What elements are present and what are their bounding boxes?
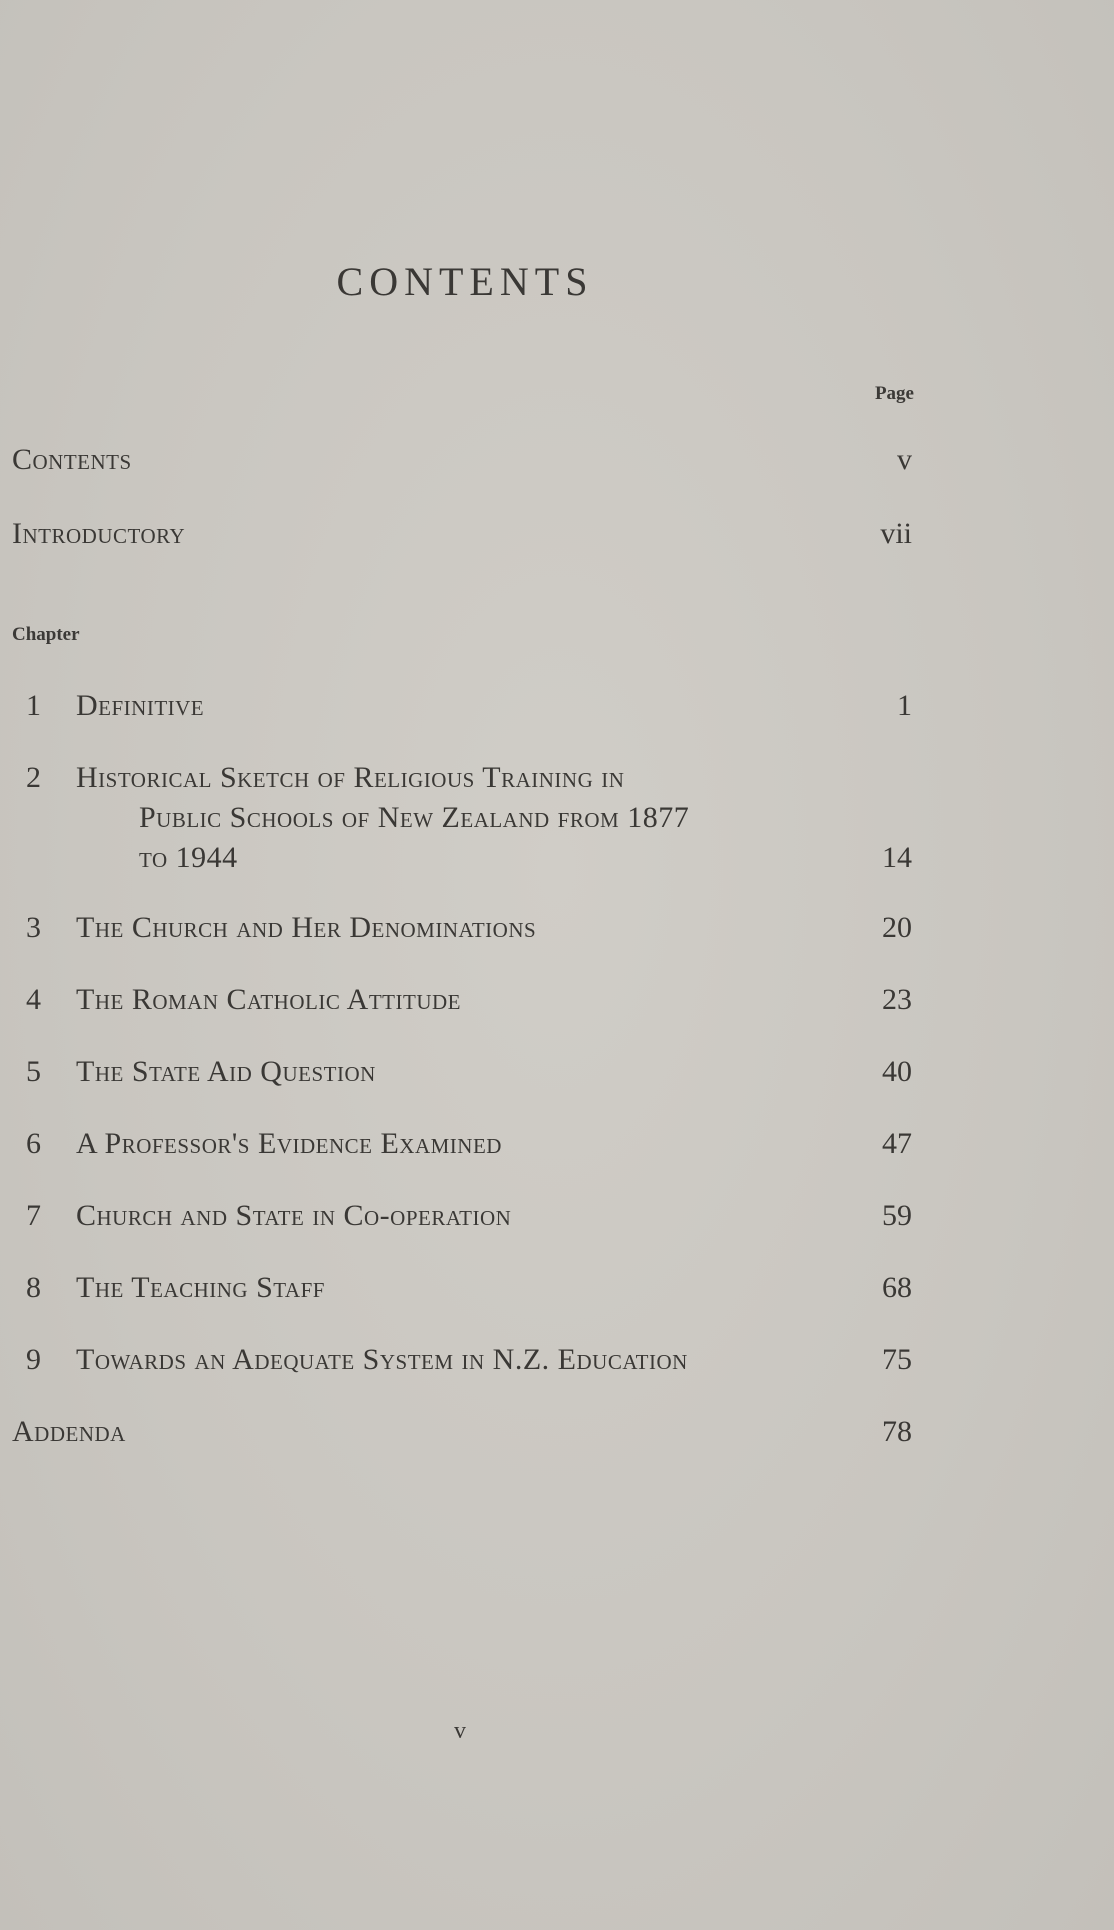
chapter-title: The State Aid Question <box>76 1055 376 1088</box>
chapter-title-line: to 1944 <box>139 841 238 874</box>
toc-entry-label: Introductory <box>12 517 186 550</box>
chapter-title: Definitive <box>76 689 205 722</box>
chapter-number: 9 <box>26 1343 41 1376</box>
toc-entry-page: v <box>897 443 912 476</box>
chapter-title: The Church and Her Denominations <box>76 911 537 944</box>
toc-entry-page: vii <box>880 517 912 550</box>
chapter-title: A Professor's Evidence Examined <box>76 1127 502 1160</box>
chapter-page: 1 <box>897 689 912 722</box>
chapter-page: 47 <box>882 1127 912 1160</box>
chapter-title-line: Historical Sketch of Religious Training in <box>76 761 625 794</box>
chapter-number: 7 <box>26 1199 41 1232</box>
chapter-number: 5 <box>26 1055 41 1088</box>
chapter-page: 75 <box>882 1343 912 1376</box>
chapter-title: Towards an Adequate System in N.Z. Education <box>76 1343 688 1376</box>
toc-entry-label: Contents <box>12 443 132 476</box>
chapter-title <box>76 758 836 878</box>
chapter-column-label: Chapter <box>12 624 80 645</box>
chapter-title: Church and State in Co-operation <box>76 1199 512 1232</box>
chapter-page: 68 <box>882 1271 912 1304</box>
page-title: CONTENTS <box>336 259 594 304</box>
chapter-page: 23 <box>882 983 912 1016</box>
chapter-page: 14 <box>882 841 912 874</box>
page-column-label: Page <box>874 383 914 404</box>
footer-page-number: v <box>454 1718 466 1744</box>
chapter-number: 6 <box>26 1127 41 1160</box>
chapter-number: 1 <box>26 689 41 722</box>
chapter-number: 3 <box>26 911 41 944</box>
chapter-number: 4 <box>26 983 41 1016</box>
chapter-title-line: Public Schools of New Zealand from 1877 <box>139 801 690 834</box>
toc-chapter-2 <box>12 758 912 878</box>
chapter-title: The Roman Catholic Attitude <box>76 983 461 1016</box>
toc-entry-page: 78 <box>882 1415 912 1448</box>
chapter-page: 40 <box>882 1055 912 1088</box>
chapter-page: 20 <box>882 911 912 944</box>
chapter-page: 59 <box>882 1199 912 1232</box>
toc-entry-label: Addenda <box>12 1415 126 1448</box>
chapter-title: The Teaching Staff <box>76 1271 325 1304</box>
chapter-number: 8 <box>26 1271 41 1304</box>
chapter-number: 2 <box>26 761 41 794</box>
